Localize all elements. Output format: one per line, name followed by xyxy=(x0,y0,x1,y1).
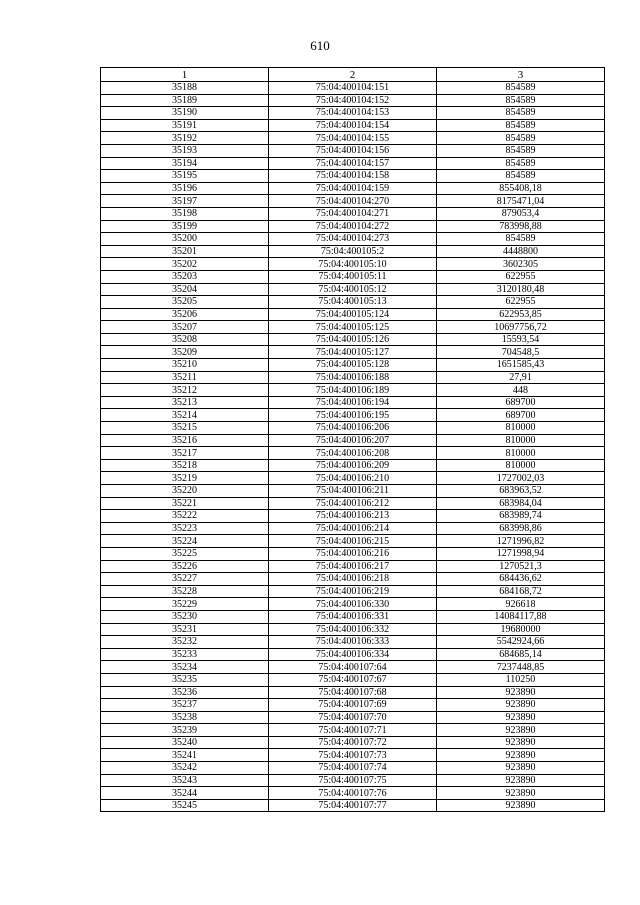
row-number-cell: 35234 xyxy=(101,661,269,674)
table-row xyxy=(101,724,605,737)
cadastral-number-cell: 75:04:400106:209 xyxy=(269,459,437,472)
value-cell: 923890 xyxy=(437,749,605,762)
row-number-cell: 35189 xyxy=(101,94,269,107)
table-row xyxy=(101,258,605,271)
table-row xyxy=(101,384,605,397)
cadastral-number-cell: 75:04:400104:155 xyxy=(269,132,437,145)
row-number-cell: 35201 xyxy=(101,245,269,258)
value-cell: 684168,72 xyxy=(437,585,605,598)
row-number-cell: 35192 xyxy=(101,132,269,145)
table-row xyxy=(101,170,605,183)
cadastral-number-cell: 75:04:400106:216 xyxy=(269,547,437,560)
row-number-cell: 35232 xyxy=(101,636,269,649)
row-number-cell: 35219 xyxy=(101,472,269,485)
cadastral-number-cell: 75:04:400105:12 xyxy=(269,283,437,296)
value-cell: 704548,5 xyxy=(437,346,605,359)
cadastral-number-cell: 75:04:400105:11 xyxy=(269,270,437,283)
table-row xyxy=(101,799,605,812)
value-cell: 14084117,88 xyxy=(437,610,605,623)
column-header-3: 3 xyxy=(437,68,605,82)
value-cell: 683998,86 xyxy=(437,522,605,535)
cadastral-number-cell: 75:04:400106:333 xyxy=(269,636,437,649)
table-row xyxy=(101,94,605,107)
row-number-cell: 35239 xyxy=(101,724,269,737)
table-row xyxy=(101,396,605,409)
column-header-1: 1 xyxy=(101,68,269,82)
cadastral-number-cell: 75:04:400107:68 xyxy=(269,686,437,699)
data-table xyxy=(100,67,605,812)
value-cell: 683963,52 xyxy=(437,485,605,498)
value-cell: 810000 xyxy=(437,447,605,460)
row-number-cell: 35221 xyxy=(101,497,269,510)
cadastral-number-cell: 75:04:400105:128 xyxy=(269,359,437,372)
value-cell: 8175471,04 xyxy=(437,195,605,208)
cadastral-number-cell: 75:04:400107:75 xyxy=(269,774,437,787)
cadastral-number-cell: 75:04:400104:153 xyxy=(269,107,437,120)
value-cell: 684436,62 xyxy=(437,573,605,586)
value-cell: 448 xyxy=(437,384,605,397)
row-number-cell: 35195 xyxy=(101,170,269,183)
cadastral-number-cell: 75:04:400105:124 xyxy=(269,308,437,321)
table-row xyxy=(101,447,605,460)
row-number-cell: 35191 xyxy=(101,119,269,132)
value-cell: 3120180,48 xyxy=(437,283,605,296)
cadastral-number-cell: 75:04:400106:211 xyxy=(269,485,437,498)
cadastral-number-cell: 75:04:400107:67 xyxy=(269,673,437,686)
value-cell: 810000 xyxy=(437,434,605,447)
table-row xyxy=(101,195,605,208)
cadastral-number-cell: 75:04:400106:219 xyxy=(269,585,437,598)
row-number-cell: 35202 xyxy=(101,258,269,271)
row-number-cell: 35206 xyxy=(101,308,269,321)
table-row xyxy=(101,233,605,246)
table-row xyxy=(101,182,605,195)
cadastral-number-cell: 75:04:400105:13 xyxy=(269,296,437,309)
table-row xyxy=(101,510,605,523)
value-cell: 1727002,03 xyxy=(437,472,605,485)
row-number-cell: 35210 xyxy=(101,359,269,372)
cadastral-number-cell: 75:04:400107:71 xyxy=(269,724,437,737)
table-row xyxy=(101,422,605,435)
value-cell: 110250 xyxy=(437,673,605,686)
value-cell: 923890 xyxy=(437,724,605,737)
row-number-cell: 35237 xyxy=(101,699,269,712)
cadastral-number-cell: 75:04:400104:273 xyxy=(269,233,437,246)
value-cell: 27,91 xyxy=(437,371,605,384)
value-cell: 854589 xyxy=(437,82,605,95)
value-cell: 923890 xyxy=(437,736,605,749)
row-number-cell: 35194 xyxy=(101,157,269,170)
table-row xyxy=(101,283,605,296)
cadastral-number-cell: 75:04:400104:154 xyxy=(269,119,437,132)
cadastral-number-cell: 75:04:400106:189 xyxy=(269,384,437,397)
table-row xyxy=(101,409,605,422)
table-row xyxy=(101,636,605,649)
value-cell: 923890 xyxy=(437,762,605,775)
row-number-cell: 35226 xyxy=(101,560,269,573)
value-cell: 926618 xyxy=(437,598,605,611)
cadastral-number-cell: 75:04:400106:212 xyxy=(269,497,437,510)
cadastral-number-cell: 75:04:400106:332 xyxy=(269,623,437,636)
row-number-cell: 35220 xyxy=(101,485,269,498)
value-cell: 1651585,43 xyxy=(437,359,605,372)
cadastral-number-cell: 75:04:400105:125 xyxy=(269,321,437,334)
row-number-cell: 35229 xyxy=(101,598,269,611)
cadastral-number-cell: 75:04:400106:208 xyxy=(269,447,437,460)
value-cell: 854589 xyxy=(437,132,605,145)
table-row xyxy=(101,472,605,485)
table-row xyxy=(101,736,605,749)
cadastral-number-cell: 75:04:400107:72 xyxy=(269,736,437,749)
value-cell: 854589 xyxy=(437,170,605,183)
value-cell: 923890 xyxy=(437,686,605,699)
row-number-cell: 35209 xyxy=(101,346,269,359)
table-row xyxy=(101,346,605,359)
row-number-cell: 35196 xyxy=(101,182,269,195)
table-row xyxy=(101,107,605,120)
value-cell: 683989,74 xyxy=(437,510,605,523)
table-row xyxy=(101,270,605,283)
table-row xyxy=(101,661,605,674)
table-row xyxy=(101,459,605,472)
cadastral-number-cell: 75:04:400106:334 xyxy=(269,648,437,661)
table-row xyxy=(101,648,605,661)
row-number-cell: 35227 xyxy=(101,573,269,586)
row-number-cell: 35211 xyxy=(101,371,269,384)
value-cell: 19680000 xyxy=(437,623,605,636)
table-row xyxy=(101,497,605,510)
cadastral-number-cell: 75:04:400105:2 xyxy=(269,245,437,258)
cadastral-number-cell: 75:04:400104:271 xyxy=(269,207,437,220)
cadastral-number-cell: 75:04:400107:73 xyxy=(269,749,437,762)
table-row xyxy=(101,485,605,498)
cadastral-number-cell: 75:04:400106:214 xyxy=(269,522,437,535)
table-row xyxy=(101,132,605,145)
row-number-cell: 35200 xyxy=(101,233,269,246)
value-cell: 622955 xyxy=(437,270,605,283)
value-cell: 923890 xyxy=(437,711,605,724)
row-number-cell: 35193 xyxy=(101,144,269,157)
cadastral-number-cell: 75:04:400107:69 xyxy=(269,699,437,712)
table-row xyxy=(101,296,605,309)
row-number-cell: 35236 xyxy=(101,686,269,699)
row-number-cell: 35205 xyxy=(101,296,269,309)
page-number: 610 xyxy=(310,38,330,53)
value-cell: 783998,88 xyxy=(437,220,605,233)
cadastral-number-cell: 75:04:400106:206 xyxy=(269,422,437,435)
row-number-cell: 35240 xyxy=(101,736,269,749)
row-number-cell: 35198 xyxy=(101,207,269,220)
row-number-cell: 35224 xyxy=(101,535,269,548)
table-row xyxy=(101,762,605,775)
value-cell: 15593,54 xyxy=(437,333,605,346)
value-cell: 810000 xyxy=(437,422,605,435)
table-header xyxy=(101,68,605,82)
row-number-cell: 35223 xyxy=(101,522,269,535)
value-cell: 879053,4 xyxy=(437,207,605,220)
value-cell: 10697756,72 xyxy=(437,321,605,334)
cadastral-number-cell: 75:04:400106:331 xyxy=(269,610,437,623)
row-number-cell: 35231 xyxy=(101,623,269,636)
row-number-cell: 35243 xyxy=(101,774,269,787)
row-number-cell: 35215 xyxy=(101,422,269,435)
value-cell: 855408,18 xyxy=(437,182,605,195)
table-row xyxy=(101,144,605,157)
row-number-cell: 35244 xyxy=(101,787,269,800)
row-number-cell: 35188 xyxy=(101,82,269,95)
table-row xyxy=(101,308,605,321)
row-number-cell: 35238 xyxy=(101,711,269,724)
value-cell: 3602305 xyxy=(437,258,605,271)
table-row xyxy=(101,787,605,800)
cadastral-number-cell: 75:04:400105:127 xyxy=(269,346,437,359)
table-row xyxy=(101,333,605,346)
value-cell: 854589 xyxy=(437,144,605,157)
table-row xyxy=(101,686,605,699)
cadastral-number-cell: 75:04:400104:157 xyxy=(269,157,437,170)
table-row xyxy=(101,371,605,384)
table-row xyxy=(101,220,605,233)
value-cell: 854589 xyxy=(437,94,605,107)
table-row xyxy=(101,359,605,372)
table-row xyxy=(101,598,605,611)
table-row xyxy=(101,749,605,762)
cadastral-number-cell: 75:04:400106:215 xyxy=(269,535,437,548)
cadastral-number-cell: 75:04:400106:210 xyxy=(269,472,437,485)
value-cell: 7237448,85 xyxy=(437,661,605,674)
row-number-cell: 35197 xyxy=(101,195,269,208)
cadastral-number-cell: 75:04:400106:217 xyxy=(269,560,437,573)
table-row xyxy=(101,673,605,686)
row-number-cell: 35241 xyxy=(101,749,269,762)
row-number-cell: 35235 xyxy=(101,673,269,686)
row-number-cell: 35230 xyxy=(101,610,269,623)
table-row xyxy=(101,82,605,95)
table-row xyxy=(101,535,605,548)
row-number-cell: 35216 xyxy=(101,434,269,447)
row-number-cell: 35222 xyxy=(101,510,269,523)
value-cell: 854589 xyxy=(437,119,605,132)
row-number-cell: 35208 xyxy=(101,333,269,346)
row-number-cell: 35225 xyxy=(101,547,269,560)
cadastral-number-cell: 75:04:400106:330 xyxy=(269,598,437,611)
cadastral-number-cell: 75:04:400104:151 xyxy=(269,82,437,95)
cadastral-number-cell: 75:04:400106:195 xyxy=(269,409,437,422)
value-cell: 923890 xyxy=(437,799,605,812)
row-number-cell: 35213 xyxy=(101,396,269,409)
cadastral-number-cell: 75:04:400104:152 xyxy=(269,94,437,107)
value-cell: 923890 xyxy=(437,774,605,787)
table-row xyxy=(101,547,605,560)
cadastral-number-cell: 75:04:400104:156 xyxy=(269,144,437,157)
cadastral-number-cell: 75:04:400104:159 xyxy=(269,182,437,195)
value-cell: 923890 xyxy=(437,699,605,712)
table-row xyxy=(101,207,605,220)
row-number-cell: 35190 xyxy=(101,107,269,120)
value-cell: 622953,85 xyxy=(437,308,605,321)
value-cell: 854589 xyxy=(437,157,605,170)
table-row xyxy=(101,321,605,334)
row-number-cell: 35207 xyxy=(101,321,269,334)
table-row xyxy=(101,560,605,573)
table-row xyxy=(101,699,605,712)
row-number-cell: 35212 xyxy=(101,384,269,397)
cadastral-number-cell: 75:04:400107:64 xyxy=(269,661,437,674)
row-number-cell: 35203 xyxy=(101,270,269,283)
row-number-cell: 35199 xyxy=(101,220,269,233)
value-cell: 854589 xyxy=(437,233,605,246)
row-number-cell: 35228 xyxy=(101,585,269,598)
value-cell: 683984,04 xyxy=(437,497,605,510)
cadastral-number-cell: 75:04:400107:77 xyxy=(269,799,437,812)
table-row xyxy=(101,774,605,787)
cadastral-number-cell: 75:04:400105:10 xyxy=(269,258,437,271)
table-row xyxy=(101,573,605,586)
cadastral-number-cell: 75:04:400104:158 xyxy=(269,170,437,183)
row-number-cell: 35245 xyxy=(101,799,269,812)
row-number-cell: 35204 xyxy=(101,283,269,296)
row-number-cell: 35233 xyxy=(101,648,269,661)
value-cell: 689700 xyxy=(437,409,605,422)
row-number-cell: 35218 xyxy=(101,459,269,472)
cadastral-number-cell: 75:04:400107:74 xyxy=(269,762,437,775)
value-cell: 1271996,82 xyxy=(437,535,605,548)
row-number-cell: 35214 xyxy=(101,409,269,422)
value-cell: 622955 xyxy=(437,296,605,309)
table-row xyxy=(101,623,605,636)
table-row xyxy=(101,434,605,447)
value-cell: 1271998,94 xyxy=(437,547,605,560)
table-row xyxy=(101,522,605,535)
cadastral-number-cell: 75:04:400106:213 xyxy=(269,510,437,523)
value-cell: 1270521,3 xyxy=(437,560,605,573)
value-cell: 923890 xyxy=(437,787,605,800)
value-cell: 5542924,66 xyxy=(437,636,605,649)
row-number-cell: 35242 xyxy=(101,762,269,775)
table-row xyxy=(101,119,605,132)
table-row xyxy=(101,711,605,724)
table-row xyxy=(101,610,605,623)
cadastral-number-cell: 75:04:400104:270 xyxy=(269,195,437,208)
cadastral-number-cell: 75:04:400106:207 xyxy=(269,434,437,447)
cadastral-number-cell: 75:04:400105:126 xyxy=(269,333,437,346)
cadastral-number-cell: 75:04:400106:188 xyxy=(269,371,437,384)
column-header-2: 2 xyxy=(269,68,437,82)
value-cell: 4448800 xyxy=(437,245,605,258)
cadastral-number-cell: 75:04:400107:70 xyxy=(269,711,437,724)
table-row xyxy=(101,585,605,598)
cadastral-number-cell: 75:04:400106:218 xyxy=(269,573,437,586)
value-cell: 684685,14 xyxy=(437,648,605,661)
value-cell: 810000 xyxy=(437,459,605,472)
cadastral-number-cell: 75:04:400104:272 xyxy=(269,220,437,233)
header-row xyxy=(101,68,605,82)
cadastral-number-cell: 75:04:400106:194 xyxy=(269,396,437,409)
value-cell: 689700 xyxy=(437,396,605,409)
row-number-cell: 35217 xyxy=(101,447,269,460)
cadastral-number-cell: 75:04:400107:76 xyxy=(269,787,437,800)
table-row xyxy=(101,157,605,170)
table-body xyxy=(101,82,605,812)
value-cell: 854589 xyxy=(437,107,605,120)
table-row xyxy=(101,245,605,258)
